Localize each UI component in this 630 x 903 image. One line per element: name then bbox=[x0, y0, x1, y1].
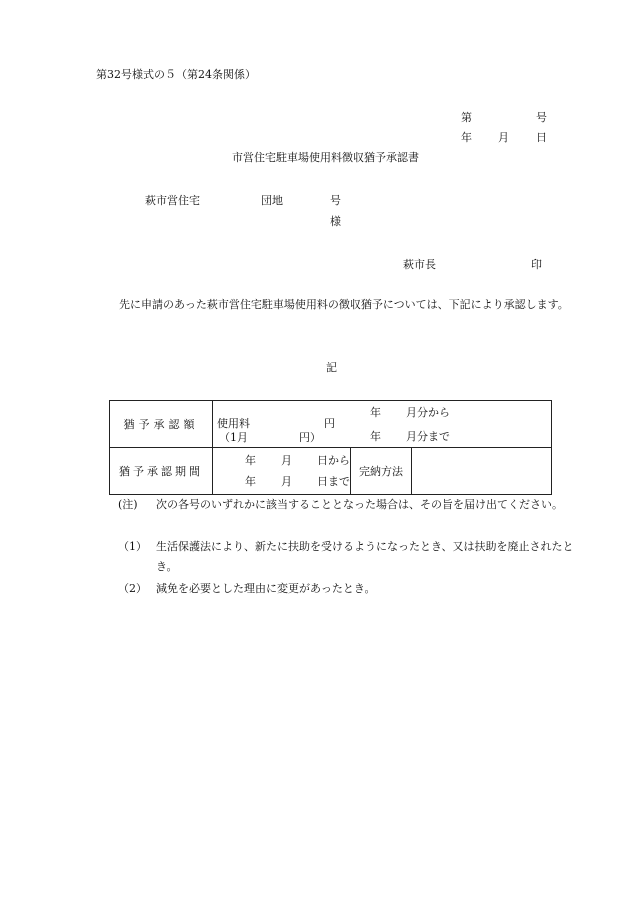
issuer-name: 萩市長 bbox=[403, 258, 436, 271]
amount-to-year: 年 bbox=[370, 430, 381, 443]
period-cell bbox=[213, 448, 351, 495]
payment-method-value bbox=[412, 448, 552, 495]
table-row-amount bbox=[110, 401, 552, 448]
doc-date-day: 日 bbox=[536, 131, 547, 144]
period-to-year: 年 bbox=[245, 475, 256, 488]
doc-date-month: 月 bbox=[498, 131, 509, 144]
period-to-suffix: 日まで bbox=[317, 475, 350, 488]
period-from-month: 月 bbox=[281, 454, 292, 467]
ki-heading: 記 bbox=[326, 361, 337, 374]
addressee-danchi: 団地 bbox=[261, 194, 283, 207]
note-marker: (注) bbox=[118, 498, 138, 511]
payment-method-label bbox=[351, 448, 412, 495]
addressee-housing: 萩市営住宅 bbox=[145, 194, 200, 207]
amount-from-suffix: 月分から bbox=[406, 406, 450, 419]
amount-from-year: 年 bbox=[370, 406, 381, 419]
label-approved-amount bbox=[110, 401, 213, 448]
body-paragraph: 先に申請のあった萩市営住宅駐車場使用料の徴収猶予については、下記により承認します。 bbox=[108, 298, 569, 311]
monthly-close: 円） bbox=[299, 431, 321, 444]
fee-yen-unit: 円 bbox=[324, 417, 335, 430]
doc-number-dai: 第 bbox=[461, 111, 472, 124]
period-from-year: 年 bbox=[245, 454, 256, 467]
seal-mark: 印 bbox=[531, 258, 542, 271]
note-item-1-text: 生活保護法により、新たに扶助を受けるようになったとき、又は扶助を廃止されたとき。 bbox=[156, 540, 574, 573]
doc-date-year: 年 bbox=[461, 131, 472, 144]
fee-label: 使用料 bbox=[217, 417, 250, 430]
period-from-suffix: 日から bbox=[317, 454, 350, 467]
label-approved-amount-text: 猶予承認額 bbox=[123, 418, 199, 431]
label-approved-period-text: 猶予承認期間 bbox=[119, 465, 203, 478]
note-item-1-num: （1） bbox=[118, 540, 147, 553]
approval-table bbox=[109, 400, 552, 495]
amount-to-suffix: 月分まで bbox=[406, 430, 450, 443]
form-number: 第32号様式の５（第24条関係） bbox=[96, 68, 256, 81]
note-intro: 次の各号のいずれかに該当することとなった場合は、その旨を届け出てください。 bbox=[156, 498, 563, 511]
document-title: 市営住宅駐車場使用料徴収猶予承認書 bbox=[232, 151, 419, 164]
amount-cell bbox=[213, 401, 552, 448]
note-item-2-text: 減免を必要とした理由に変更があったとき。 bbox=[156, 582, 376, 595]
monthly-open: （1月 bbox=[219, 431, 248, 444]
doc-number-go: 号 bbox=[536, 111, 547, 124]
payment-method-label-text: 完納方法 bbox=[359, 465, 403, 478]
table-row-period bbox=[110, 448, 552, 495]
addressee-go: 号 bbox=[330, 194, 341, 207]
period-to-month: 月 bbox=[281, 475, 292, 488]
note-item-2-num: （2） bbox=[118, 582, 147, 595]
label-approved-period bbox=[110, 448, 213, 495]
addressee-sama: 様 bbox=[330, 215, 341, 228]
